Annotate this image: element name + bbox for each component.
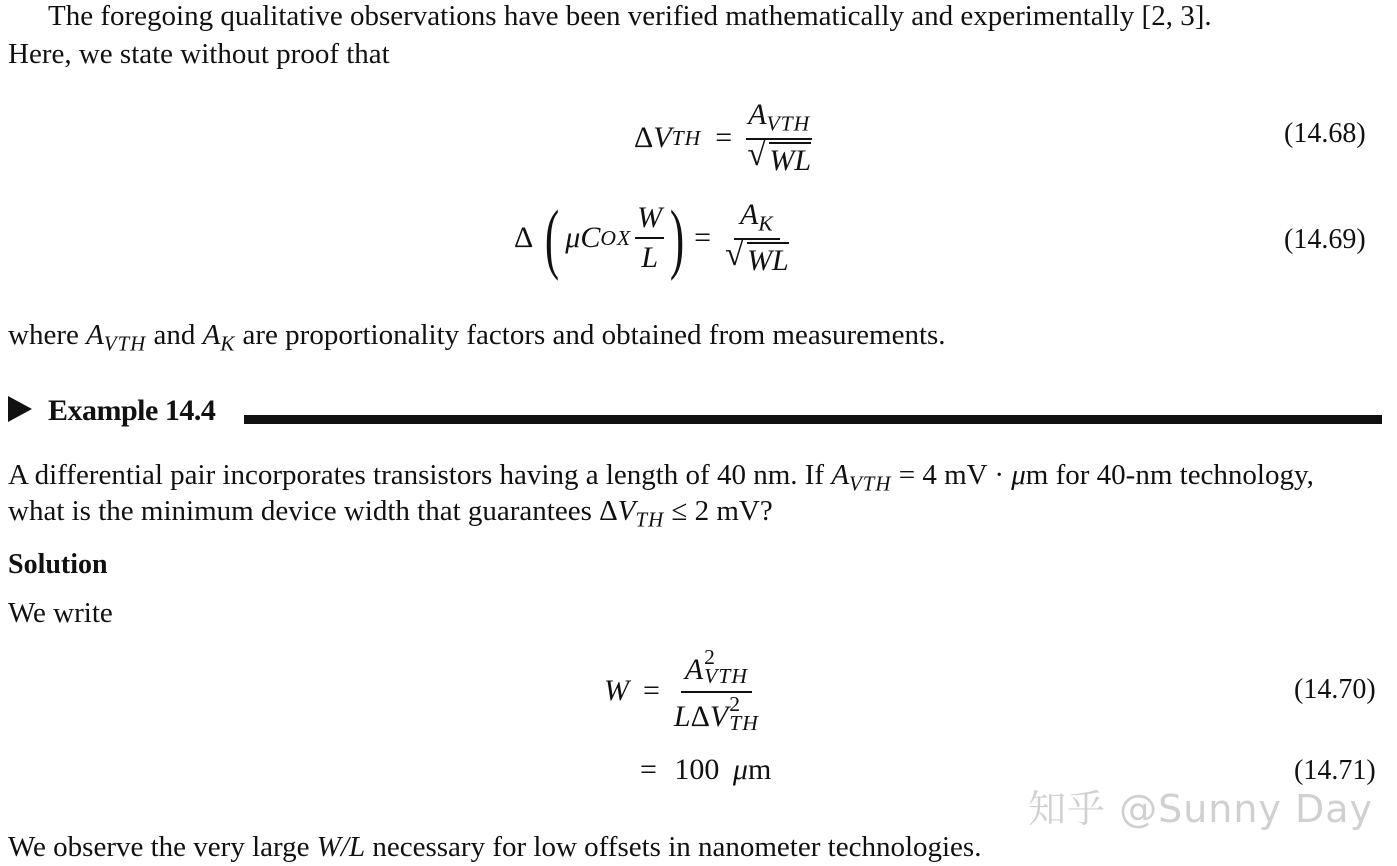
left-paren: ( (545, 194, 560, 282)
equation-number-14-70: (14.70) (1294, 674, 1376, 705)
denominator-l: L (673, 699, 691, 733)
equation-14-71 (640, 753, 771, 787)
equation-number-14-69: (14.69) (1284, 224, 1366, 255)
numerator-subscript: VTH (766, 111, 811, 136)
right-paren: ) (670, 194, 685, 282)
w-variable: W (604, 673, 629, 707)
numerator-a: A (684, 652, 704, 686)
example-triangle-icon (8, 396, 32, 422)
numerator-superscript: 2 (704, 645, 715, 669)
equals-sign: = (694, 221, 712, 255)
fraction (673, 645, 759, 736)
w-over-l-fraction (635, 201, 664, 275)
equals-sign: = (643, 673, 660, 707)
delta-symbol: Δ (514, 221, 534, 255)
equation-14-69 (514, 194, 789, 282)
ox-subscript: OX (600, 225, 632, 250)
c-variable: C (580, 221, 601, 255)
result-value: 100 (674, 753, 720, 786)
th-subscript: TH (671, 125, 702, 150)
fraction-w: W (635, 201, 664, 239)
problem-line-2: what is the minimum device width that guarantees $\Delta V_{TH} \le 2$ mV? (8, 495, 773, 532)
denominator-superscript: 2 (729, 691, 741, 716)
equation-number-14-68: (14.68) (1284, 118, 1366, 149)
watermark: 知乎 @Sunny Day (1028, 787, 1374, 831)
solution-text: We write (8, 597, 113, 629)
conclusion-line: We observe the very large W/L necessary for low offsets in nanometer technologies. (8, 831, 982, 863)
solution-heading: Solution (8, 549, 108, 580)
v-variable: V (653, 121, 672, 155)
fraction (746, 98, 812, 178)
numerator-subscript: VTH (704, 664, 748, 689)
equation-number-14-71: (14.71) (1294, 755, 1376, 786)
intro-line-1: The foregoing qualitative observations have been verified mathematically and experimentally [2, 3]. (48, 0, 1212, 32)
numerator-a: A (748, 98, 767, 131)
unit-m: m (747, 753, 772, 786)
square-root: √ WL (747, 136, 812, 178)
denominator-subscript: TH (729, 711, 759, 736)
fraction (725, 198, 789, 278)
numerator-a: A (740, 198, 759, 231)
problem-line-1: A differential pair incorporates transistors having a length of 40 nm. If $A_{VTH} = 4$ mV · μm for 40-nm technology, (8, 459, 1314, 496)
where-line: where $A_{VTH}$ and $A_K$ are proportionality factors and obtained from measurements. (8, 319, 946, 356)
square-root: √ WL (725, 236, 789, 278)
denominator-wl: WL (747, 244, 789, 278)
intro-line-2: Here, we state without proof that (8, 38, 390, 70)
equals-sign: = (715, 121, 733, 155)
mu-symbol: μ (565, 221, 581, 255)
example-title: Example 14.4 (48, 394, 216, 427)
denominator-v: V (709, 699, 729, 733)
numerator-subscript: K (758, 211, 774, 236)
fraction-l: L (641, 241, 658, 275)
mu-symbol: μ (732, 753, 748, 786)
equals-sign: = (640, 753, 657, 786)
example-rule (244, 415, 1382, 424)
equation-14-70 (604, 645, 759, 736)
delta-symbol: Δ (634, 121, 654, 155)
denominator-wl: WL (769, 144, 812, 178)
equation-14-68 (634, 98, 812, 178)
denominator-delta: Δ (690, 699, 710, 733)
